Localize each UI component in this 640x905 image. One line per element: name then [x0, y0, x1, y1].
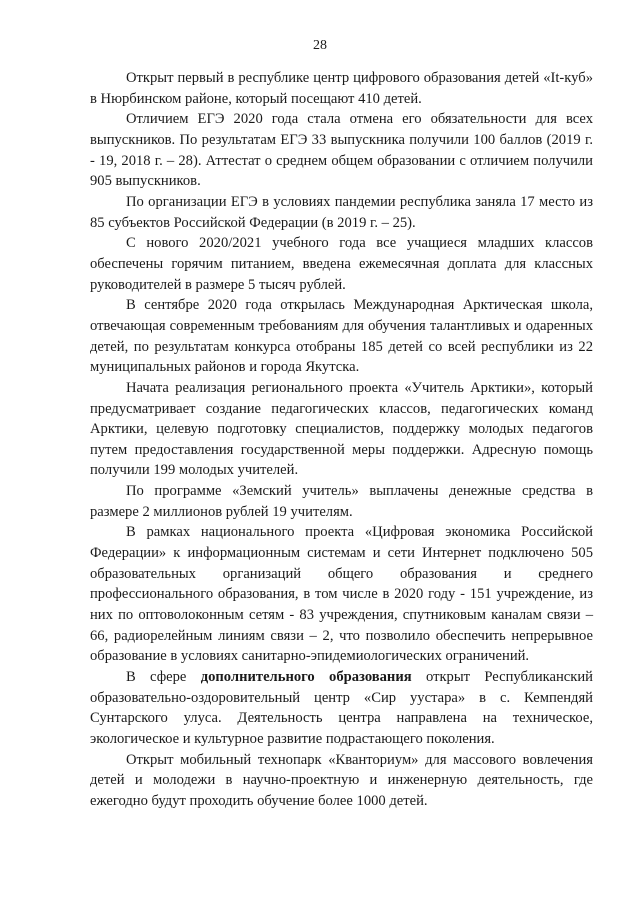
paragraph-ege-2020: Отличием ЕГЭ 2020 года стала отмена его обязательности для всех выпускников. По результатам ЕГЭ 33 выпускника получили 100 баллов (2019 г. - 19, 2018 г. – 28). Аттестат о среднем общем образовании с отличием получили 905 выпускников. — [90, 111, 593, 190]
paragraph-ege-pandemic: По организации ЕГЭ в условиях пандемии республика заняла 17 место из 85 субъектов Российской Федерации (в 2019 г. – 25). — [90, 193, 593, 231]
document-body — [90, 68, 593, 812]
paragraph-kvantorium: Открыт мобильный технопарк «Кванториум» для массового вовлечения детей и молодежи в научно-проектную и инженерную деятельность, где ежегодно будут проходить обучение более 1000 детей. — [90, 751, 593, 809]
paragraph-zemsky-teacher: По программе «Земский учитель» выплачены денежные средства в размере 2 миллионов рублей 19 учителям. — [90, 483, 593, 520]
paragraph-additional-education-after: открыт Республиканский образовательно-оздоровительный центр «Сир уустара» в с. Кемпендяй Сунтарского улуса. Деятельность центра направлена на техническое, экологическое и культурное развитие подрастающего поколения. — [90, 669, 593, 747]
paragraph-additional-education — [90, 667, 593, 750]
paragraph-arctic-teacher: Начата реализация регионального проекта «Учитель Арктики», который предусматривает создание педагогических классов, педагогических команд Арктики, целевую подготовку специалистов, поддержку молодых педагогов путем предоставления государственной меры поддержки. Адресную помощь получили 199 молодых учителей. — [90, 379, 593, 479]
page-number: 28 — [313, 38, 327, 53]
paragraph-arctic-school: В сентябре 2020 года открылась Международная Арктическая школа, отвечающая современным требованиям для обучения талантливых и одаренных детей, по результатам конкурса отобраны 185 детей со всей республики из 22 муниципальных районов и города Якутска. — [90, 297, 593, 376]
paragraph-hot-meals: С нового 2020/2021 учебного года все учащиеся младших классов обеспечены горячим питанием, введена ежемесячная доплата для классных руководителей в размере 5 тысяч рублей. — [90, 235, 593, 293]
paragraph-digital-economy: В рамках национального проекта «Цифровая экономика Российской Федерации» к информационным системам и сети Интернет подключено 505 образовательных организаций общего образования и среднего профессионального образования, в том числе в 2020 году - 151 учреждение, из них по оптоволоконным сетям - 83 учреждения, спутниковым каналам связи – 66, радиорелейным линиям связи – 2, что позволило обеспечить непрерывное образование в условиях санитарно-эпидемиологических ограничений. — [90, 524, 593, 665]
additional-education-bold-term: дополнительного образования — [200, 669, 412, 686]
paragraph-additional-education-before: В сфере — [126, 669, 201, 686]
paragraph-it-cube: Открыт первый в республике центр цифрового образования детей «It-куб» в Нюрбинском районе, который посещают 410 детей. — [90, 70, 593, 107]
